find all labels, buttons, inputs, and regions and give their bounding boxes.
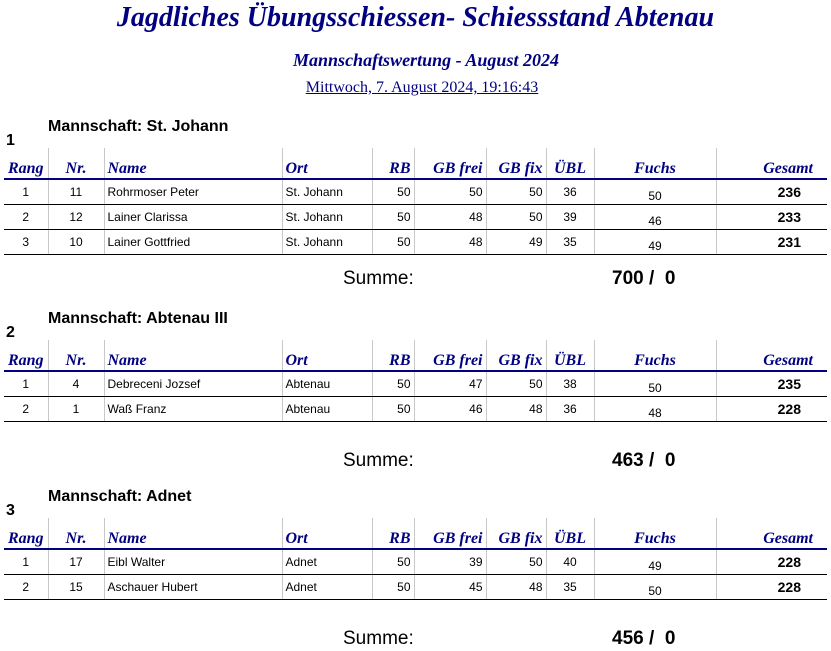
cell-gb-fix: 49 bbox=[486, 230, 546, 255]
cell-fuchs: 50 bbox=[594, 179, 716, 205]
team-sum-value: 700 / 0 bbox=[612, 268, 676, 289]
header-col-rb: RB bbox=[372, 340, 414, 371]
cell-rang: 1 bbox=[4, 371, 48, 397]
cell-ubl: 36 bbox=[546, 397, 594, 422]
table-header-row bbox=[4, 518, 827, 549]
table-row bbox=[4, 397, 827, 422]
header-col-gesamt: Gesamt bbox=[716, 518, 827, 549]
team-sum-value: 463 / 0 bbox=[612, 450, 676, 471]
cell-ort: Abtenau bbox=[282, 397, 372, 422]
team-sum-value: 456 / 0 bbox=[612, 628, 676, 649]
cell-rang: 3 bbox=[4, 230, 48, 255]
cell-rang: 2 bbox=[4, 397, 48, 422]
cell-name: Lainer Clarissa bbox=[104, 205, 282, 230]
cell-gesamt: 233 bbox=[716, 205, 827, 230]
header-col-name: Name bbox=[104, 518, 282, 549]
sum-label: Summe: bbox=[343, 628, 414, 649]
cell-gb-frei: 50 bbox=[414, 179, 486, 205]
cell-ort: St. Johann bbox=[282, 230, 372, 255]
header-col-ort: Ort bbox=[282, 340, 372, 371]
header-col-gb-fix: GB fix bbox=[486, 148, 546, 179]
header-col-rb: RB bbox=[372, 518, 414, 549]
cell-gb-fix: 50 bbox=[486, 371, 546, 397]
cell-rang: 1 bbox=[4, 549, 48, 575]
header-col-gb-frei: GB frei bbox=[414, 340, 486, 371]
header-col-ubl: ÜBL bbox=[546, 148, 594, 179]
header-col-ort: Ort bbox=[282, 518, 372, 549]
header-col-rb: RB bbox=[372, 148, 414, 179]
header-col-ubl: ÜBL bbox=[546, 340, 594, 371]
cell-nr: 11 bbox=[48, 179, 104, 205]
cell-ubl: 39 bbox=[546, 205, 594, 230]
team-rank: 1 bbox=[6, 132, 15, 149]
team-rank: 2 bbox=[6, 324, 15, 341]
cell-rb: 50 bbox=[372, 371, 414, 397]
cell-fuchs: 49 bbox=[594, 549, 716, 575]
cell-nr: 15 bbox=[48, 575, 104, 600]
header-col-gesamt: Gesamt bbox=[716, 148, 827, 179]
cell-rb: 50 bbox=[372, 575, 414, 600]
cell-rang: 2 bbox=[4, 205, 48, 230]
cell-fuchs: 50 bbox=[594, 575, 716, 600]
page-subtitle: Mannschaftswertung - August 2024 bbox=[293, 50, 559, 70]
cell-ubl: 35 bbox=[546, 575, 594, 600]
table-header-row bbox=[4, 340, 827, 371]
header-col-nr: Nr. bbox=[48, 518, 104, 549]
cell-nr: 12 bbox=[48, 205, 104, 230]
cell-ort: Adnet bbox=[282, 575, 372, 600]
cell-gesamt: 231 bbox=[716, 230, 827, 255]
cell-gesamt: 236 bbox=[716, 179, 827, 205]
cell-fuchs: 49 bbox=[594, 230, 716, 255]
cell-gesamt: 228 bbox=[716, 575, 827, 600]
cell-ubl: 38 bbox=[546, 371, 594, 397]
results-table bbox=[4, 340, 827, 422]
header-col-nr: Nr. bbox=[48, 340, 104, 371]
header-col-rang: Rang bbox=[4, 518, 48, 549]
cell-fuchs: 48 bbox=[594, 397, 716, 422]
results-table bbox=[4, 148, 827, 255]
cell-gb-frei: 47 bbox=[414, 371, 486, 397]
cell-name: Aschauer Hubert bbox=[104, 575, 282, 600]
cell-nr: 10 bbox=[48, 230, 104, 255]
header-col-rang: Rang bbox=[4, 148, 48, 179]
cell-gb-frei: 39 bbox=[414, 549, 486, 575]
table-row bbox=[4, 179, 827, 205]
header-col-fuchs: Fuchs bbox=[594, 518, 716, 549]
cell-nr: 4 bbox=[48, 371, 104, 397]
cell-ort: St. Johann bbox=[282, 179, 372, 205]
cell-gb-frei: 45 bbox=[414, 575, 486, 600]
cell-gb-fix: 50 bbox=[486, 179, 546, 205]
cell-gb-frei: 48 bbox=[414, 230, 486, 255]
cell-fuchs: 46 bbox=[594, 205, 716, 230]
header-col-gb-fix: GB fix bbox=[486, 340, 546, 371]
page-title: Jagdliches Übungsschiessen- Schiessstand Abtenau bbox=[116, 2, 715, 33]
cell-ort: St. Johann bbox=[282, 205, 372, 230]
cell-gb-frei: 46 bbox=[414, 397, 486, 422]
table-row bbox=[4, 230, 827, 255]
header-col-fuchs: Fuchs bbox=[594, 340, 716, 371]
cell-gb-fix: 50 bbox=[486, 549, 546, 575]
cell-ort: Abtenau bbox=[282, 371, 372, 397]
cell-ubl: 36 bbox=[546, 179, 594, 205]
cell-rang: 1 bbox=[4, 179, 48, 205]
header-col-name: Name bbox=[104, 340, 282, 371]
report-datetime: Mittwoch, 7. August 2024, 19:16:43 bbox=[305, 79, 539, 96]
header-col-ubl: ÜBL bbox=[546, 518, 594, 549]
cell-gesamt: 228 bbox=[716, 397, 827, 422]
cell-rb: 50 bbox=[372, 230, 414, 255]
team-name: Mannschaft: St. Johann bbox=[48, 118, 229, 135]
team-rank: 3 bbox=[6, 502, 15, 519]
cell-gb-fix: 48 bbox=[486, 575, 546, 600]
header-col-rang: Rang bbox=[4, 340, 48, 371]
cell-gb-fix: 48 bbox=[486, 397, 546, 422]
results-table bbox=[4, 518, 827, 600]
table-row bbox=[4, 205, 827, 230]
header-col-ort: Ort bbox=[282, 148, 372, 179]
cell-name: Rohrmoser Peter bbox=[104, 179, 282, 205]
header-col-name: Name bbox=[104, 148, 282, 179]
header-col-gesamt: Gesamt bbox=[716, 340, 827, 371]
sum-label: Summe: bbox=[343, 450, 414, 471]
team-name: Mannschaft: Adnet bbox=[48, 488, 192, 505]
header-col-gb-frei: GB frei bbox=[414, 518, 486, 549]
cell-nr: 17 bbox=[48, 549, 104, 575]
table-row bbox=[4, 575, 827, 600]
cell-ubl: 35 bbox=[546, 230, 594, 255]
cell-rang: 2 bbox=[4, 575, 48, 600]
cell-gb-frei: 48 bbox=[414, 205, 486, 230]
cell-ort: Adnet bbox=[282, 549, 372, 575]
sum-label: Summe: bbox=[343, 268, 414, 289]
header-col-gb-frei: GB frei bbox=[414, 148, 486, 179]
cell-gesamt: 228 bbox=[716, 549, 827, 575]
cell-rb: 50 bbox=[372, 549, 414, 575]
table-row bbox=[4, 371, 827, 397]
header-col-fuchs: Fuchs bbox=[594, 148, 716, 179]
cell-gb-fix: 50 bbox=[486, 205, 546, 230]
team-name: Mannschaft: Abtenau III bbox=[48, 310, 228, 327]
cell-ubl: 40 bbox=[546, 549, 594, 575]
cell-gesamt: 235 bbox=[716, 371, 827, 397]
table-header-row bbox=[4, 148, 827, 179]
cell-nr: 1 bbox=[48, 397, 104, 422]
cell-name: Eibl Walter bbox=[104, 549, 282, 575]
cell-name: Lainer Gottfried bbox=[104, 230, 282, 255]
cell-rb: 50 bbox=[372, 179, 414, 205]
cell-rb: 50 bbox=[372, 397, 414, 422]
table-row bbox=[4, 549, 827, 575]
header-col-nr: Nr. bbox=[48, 148, 104, 179]
header-col-gb-fix: GB fix bbox=[486, 518, 546, 549]
cell-rb: 50 bbox=[372, 205, 414, 230]
cell-name: Debreceni Jozsef bbox=[104, 371, 282, 397]
cell-fuchs: 50 bbox=[594, 371, 716, 397]
cell-name: Waß Franz bbox=[104, 397, 282, 422]
